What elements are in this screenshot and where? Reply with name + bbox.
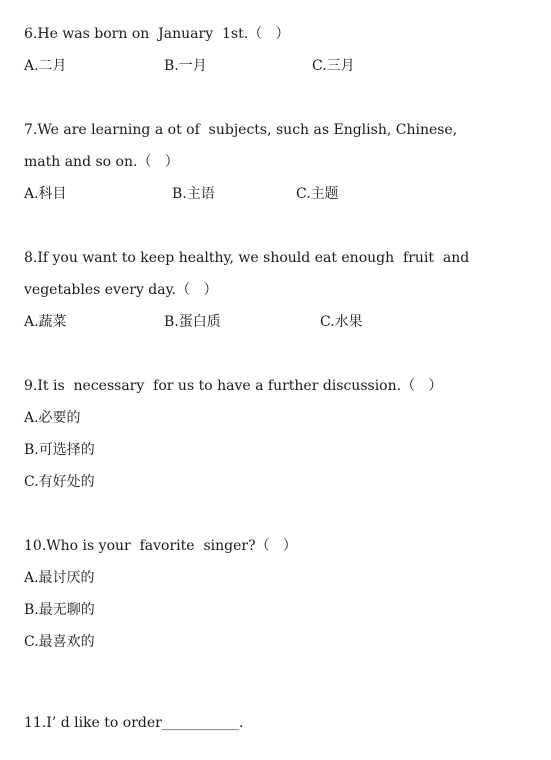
question-7-stem-line-1: 7.We are learning a ot of subjects, such as English, Chinese, (24, 122, 458, 138)
question-9-stem: 9.It is necessary for us to have a further discussion.（ ） (24, 378, 443, 394)
question-7-option-a: A.科目 (24, 186, 67, 202)
question-9-option-c: C.有好处的 (24, 474, 95, 490)
question-10-option-a: A.最讨厌的 (24, 570, 95, 586)
question-6-option-c: C.三月 (312, 58, 355, 74)
question-10-option-c: C.最喜欢的 (24, 634, 95, 650)
question-8-option-c: C.水果 (320, 314, 363, 330)
question-8-option-a: A.蔬菜 (24, 314, 67, 330)
question-9-option-a: A.必要的 (24, 410, 81, 426)
question-7-stem-line-2: math and so on.（ ） (24, 154, 179, 170)
question-6-stem: 6.He was born on January 1st.（ ） (24, 26, 290, 42)
question-11-stem: 11.I’ d like to order___________. (24, 715, 244, 731)
question-8-stem-line-1: 8.If you want to keep healthy, we should eat enough fruit and (24, 250, 470, 266)
question-7-option-b: B.主语 (172, 186, 215, 202)
question-6-option-a: A.二月 (24, 58, 67, 74)
question-8-stem-line-2: vegetables every day.（ ） (24, 282, 218, 298)
question-10-option-b: B.最无聊的 (24, 602, 95, 618)
question-10-stem: 10.Who is your favorite singer?（ ） (24, 538, 297, 554)
question-9-option-b: B.可选择的 (24, 442, 95, 458)
question-6-option-b: B.一月 (164, 58, 207, 74)
question-7-option-c: C.主题 (296, 186, 339, 202)
question-8-option-b: B.蛋白质 (164, 314, 221, 330)
